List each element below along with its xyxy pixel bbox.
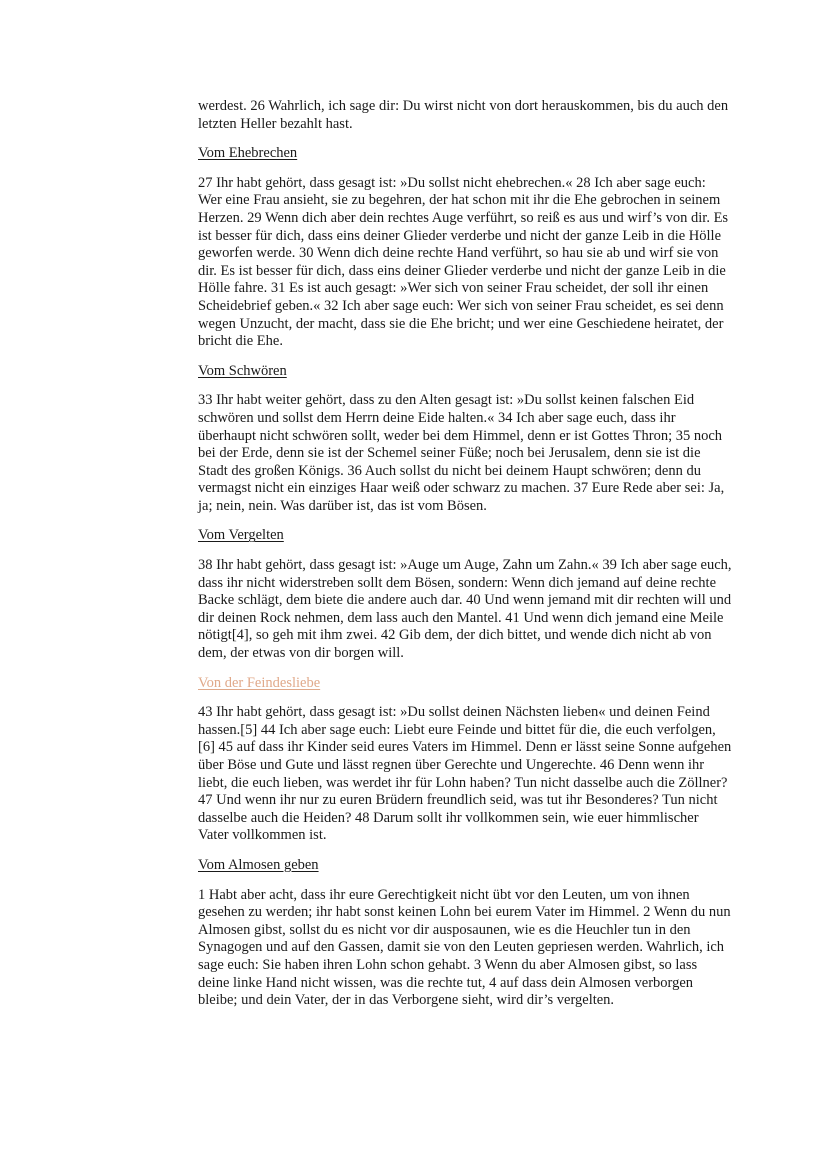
intro-paragraph: werdest. 26 Wahrlich, ich sage dir: Du wirst nicht von dort herauskommen, bis du auch den letzten Heller bezahlt hast. bbox=[198, 98, 729, 132]
heading-vom-vergelten[interactable]: Vom Vergelten bbox=[198, 527, 284, 544]
paragraph-vom-ehebrechen: 27 Ihr habt gehört, dass gesagt ist: »Du sollst nicht ehebrechen.« 28 Ich aber sage euch: Wer eine Frau ansieht, sie zu begehren, der hat schon mit ihr die Ehe gebrochen in seinem Herzen. 29 Wenn dich aber dein rechtes Auge verführt, so reiß es aus und wirf’s von dir. Es ist besser für dich, dass eins deiner Glieder verderbe und nicht der ganze Leib in die Hölle geworfen werde. 30 Wenn dich deine rechte Hand verführt, so hau sie ab und wirf sie von dir. Es ist besser für dich, dass eins deiner Glieder verderbe und nicht der ganze Leib in die Hölle fahre. 31 Es ist auch gesagt: »Wer sich von seiner Frau scheidet, der soll ihr einen Scheidebrief geben.« 32 Ich aber sage euch: Wer sich von seiner Frau scheidet, es sei denn wegen Unzucht, der macht, dass sie die Ehe bricht; und wer eine Geschiedene heiratet, der bricht die Ehe. bbox=[198, 174, 729, 350]
document-page bbox=[198, 98, 732, 1022]
paragraph-vom-schwoeren: 33 Ihr habt weiter gehört, dass zu den Alten gesagt ist: »Du sollst keinen falschen Eid schwören und sollst dem Herrn deine Eide halten.« 34 Ich aber sage euch, dass ihr überhaupt nicht schwören sollt, weder bei dem Himmel, denn er ist Gottes Thron; 35 noch bei der Erde, denn sie ist der Schemel seiner Füße; noch bei Jerusalem, denn sie ist die Stadt des großen Königs. 36 Auch sollst du nicht bei deinem Haupt schwören; denn du vermagst nicht ein einziges Haar weiß oder schwarz zu machen. 37 Eure Rede aber sei: Ja, ja; nein, nein. Was darüber ist, das ist vom Bösen. bbox=[198, 392, 725, 514]
paragraph-vom-almosen-geben: 1 Habt aber acht, dass ihr eure Gerechtigkeit nicht übt vor den Leuten, um von ihnen gesehen zu werden; ihr habt sonst keinen Lohn bei eurem Vater im Himmel. 2 Wenn du nun Almosen gibst, sollst du es nicht vor dir ausposaunen, wie es die Heuchler tun in den Synagogen und auf den Gassen, damit sie von den Leuten gepriesen werden. Wahrlich, ich sage euch: Sie haben ihren Lohn schon gehabt. 3 Wenn du aber Almosen gibst, so lass deine linke Hand nicht wissen, was die rechte tut, 4 auf dass dein Almosen verborgen bleibe; und dein Vater, der in das Verborgene sieht, wird dir’s vergelten. bbox=[198, 886, 731, 1009]
paragraph-von-der-feindesliebe: 43 Ihr habt gehört, dass gesagt ist: »Du sollst deinen Nächsten lieben« und deinen Feind hassen.[5] 44 Ich aber sage euch: Liebt eure Feinde und bittet für die, die euch verfolgen,[6] 45 auf dass ihr Kinder seid eures Vaters im Himmel. Denn er lässt seine Sonne aufgehen über Böse und Gute und lässt regnen über Gerechte und Ungerechte. 46 Denn wenn ihr liebt, die euch lieben, was werdet ihr für Lohn haben? Tun nicht dasselbe auch die Zöllner? 47 Und wenn ihr nur zu euren Brüdern freundlich seid, was tut ihr Besonderes? Tun nicht dasselbe auch die Heiden? 48 Darum sollt ihr vollkommen sein, wie euer himmlischer Vater vollkommen ist. bbox=[198, 704, 732, 844]
heading-vom-schwoeren[interactable]: Vom Schwören bbox=[198, 362, 287, 379]
heading-vom-almosen-geben[interactable]: Vom Almosen geben bbox=[198, 856, 319, 873]
heading-vom-ehebrechen[interactable]: Vom Ehebrechen bbox=[198, 145, 298, 162]
heading-von-der-feindesliebe[interactable]: Von der Feindesliebe bbox=[198, 674, 321, 691]
paragraph-vom-vergelten: 38 Ihr habt gehört, dass gesagt ist: »Auge um Auge, Zahn um Zahn.« 39 Ich aber sage euch, dass ihr nicht widerstreben sollt dem Bösen, sondern: Wenn dich jemand auf deine rechte Backe schlägt, dem biete die andere auch dar. 40 Und wenn jemand mit dir rechten will und dir deinen Rock nehmen, dem lass auch den Mantel. 41 Und wenn dich jemand eine Meile nötigt[4], so geh mit ihm zwei. 42 Gib dem, der dich bittet, und wende dich nicht ab von dem, der etwas von dir borgen will. bbox=[198, 557, 732, 662]
